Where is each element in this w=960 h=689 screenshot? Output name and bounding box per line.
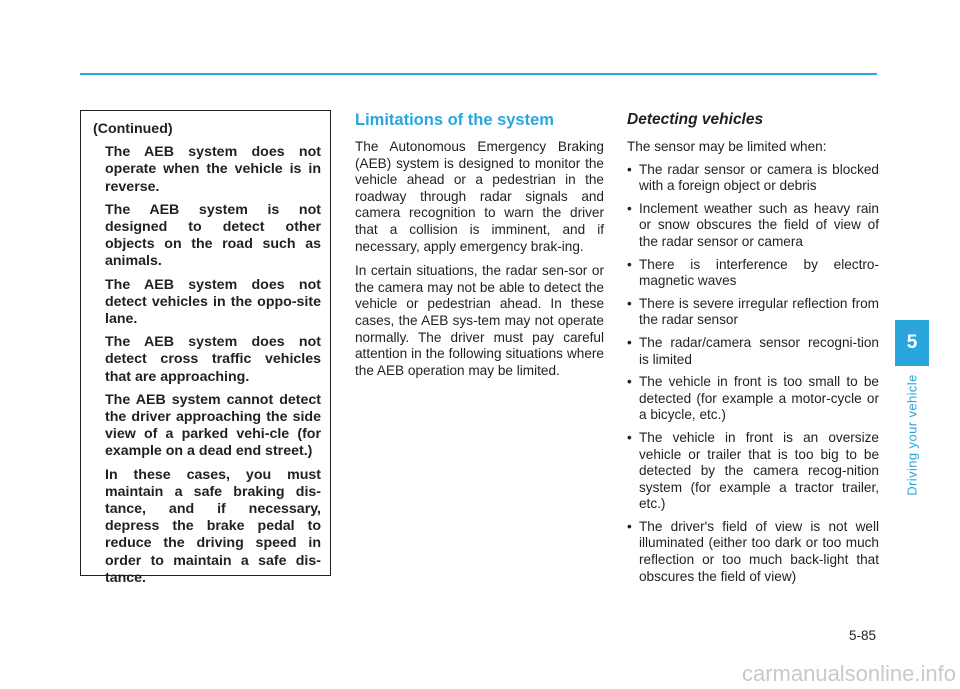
list-item-text: The radar/camera sensor recogni-tion is limited [639, 334, 879, 367]
bullet-icon: • [627, 161, 632, 177]
bullet-icon: • [627, 518, 632, 534]
list-item [627, 430, 879, 513]
subsection-heading: Detecting vehicles [627, 111, 764, 128]
list-item [627, 519, 879, 585]
warning-paragraph: In these cases, you must maintain a safe braking dis-tance, and if necessary, depress the brake pedal to reduce the driving speed in order to maintain a safe dis-tance. [105, 466, 321, 586]
bullet-icon: • [627, 374, 632, 390]
list-item-text: There is severe irregular reflection from the radar sensor [639, 295, 879, 328]
list-item [627, 374, 879, 424]
list-item-text: The radar sensor or camera is blocked with a foreign object or debris [639, 161, 879, 194]
list-item [627, 201, 879, 251]
bullet-icon: • [627, 429, 632, 445]
list-item-text: The vehicle in front is an oversize vehicle or trailer that is too big to be detected by the camera recog-nition system (for example a tractor trailer, etc.) [639, 429, 879, 512]
page-number: 5-85 [848, 628, 876, 643]
chapter-title: Driving your vehicle [904, 374, 920, 496]
continued-label: (Continued) [93, 121, 173, 137]
list-item [627, 296, 879, 329]
list-item-text: The driver's field of view is not well illuminated (either too dark or too much reflection or too much back-light that obscures the field of view) [639, 518, 879, 584]
warning-box [80, 110, 331, 586]
bullet-icon: • [627, 334, 632, 350]
list-item [627, 257, 879, 290]
detecting-vehicles-section [627, 110, 879, 591]
warning-paragraph: The AEB system does not operate when the vehicle is in reverse. [105, 144, 321, 195]
warning-paragraph: The AEB system does not detect vehicles in the oppo-site lane. [105, 276, 321, 328]
intro-text: The sensor may be limited when: [627, 139, 827, 154]
warning-paragraph: The AEB system cannot detect the driver approaching the side view of a parked vehi-cle (for example on a dead end street.) [105, 391, 321, 460]
list-item-text: There is interference by electro-magnetic waves [639, 256, 879, 289]
watermark: carmanualsonline.info [741, 661, 956, 686]
list-item [627, 335, 879, 368]
limitations-list [627, 162, 879, 586]
limitations-section [355, 110, 604, 387]
section-heading: Limitations of the system [355, 111, 554, 129]
body-paragraph: The Autonomous Emergency Braking (AEB) system is designed to monitor the vehicle ahead or a pedestrian in the roadway through radar signals and camera recognition to warn the driver that a collision is imminent, and if necessary, apply emergency brak-ing. [355, 139, 604, 254]
list-item [627, 162, 879, 195]
header-rule [80, 73, 877, 75]
bullet-icon: • [627, 256, 632, 272]
body-paragraph: In certain situations, the radar sen-sor or the camera may not be able to detect the vehicle or pedestrian ahead. In these cases, the AEB sys-tem may not operate normally. The driver must pay careful attention in the following situations where the AEB operation may be limited. [355, 263, 604, 378]
list-item-text: Inclement weather such as heavy rain or snow obscures the field of view of the radar sensor or camera [639, 200, 879, 249]
chapter-tab: 5 [895, 320, 929, 366]
warning-paragraph: The AEB system does not detect cross traffic vehicles that are approaching. [105, 334, 321, 385]
bullet-icon: • [627, 200, 632, 216]
bullet-icon: • [627, 295, 632, 311]
list-item-text: The vehicle in front is too small to be detected (for example a motor-cycle or a bicycle, etc.) [639, 374, 879, 423]
warning-paragraph: The AEB system is not designed to detect other objects on the road such as animals. [105, 201, 321, 270]
